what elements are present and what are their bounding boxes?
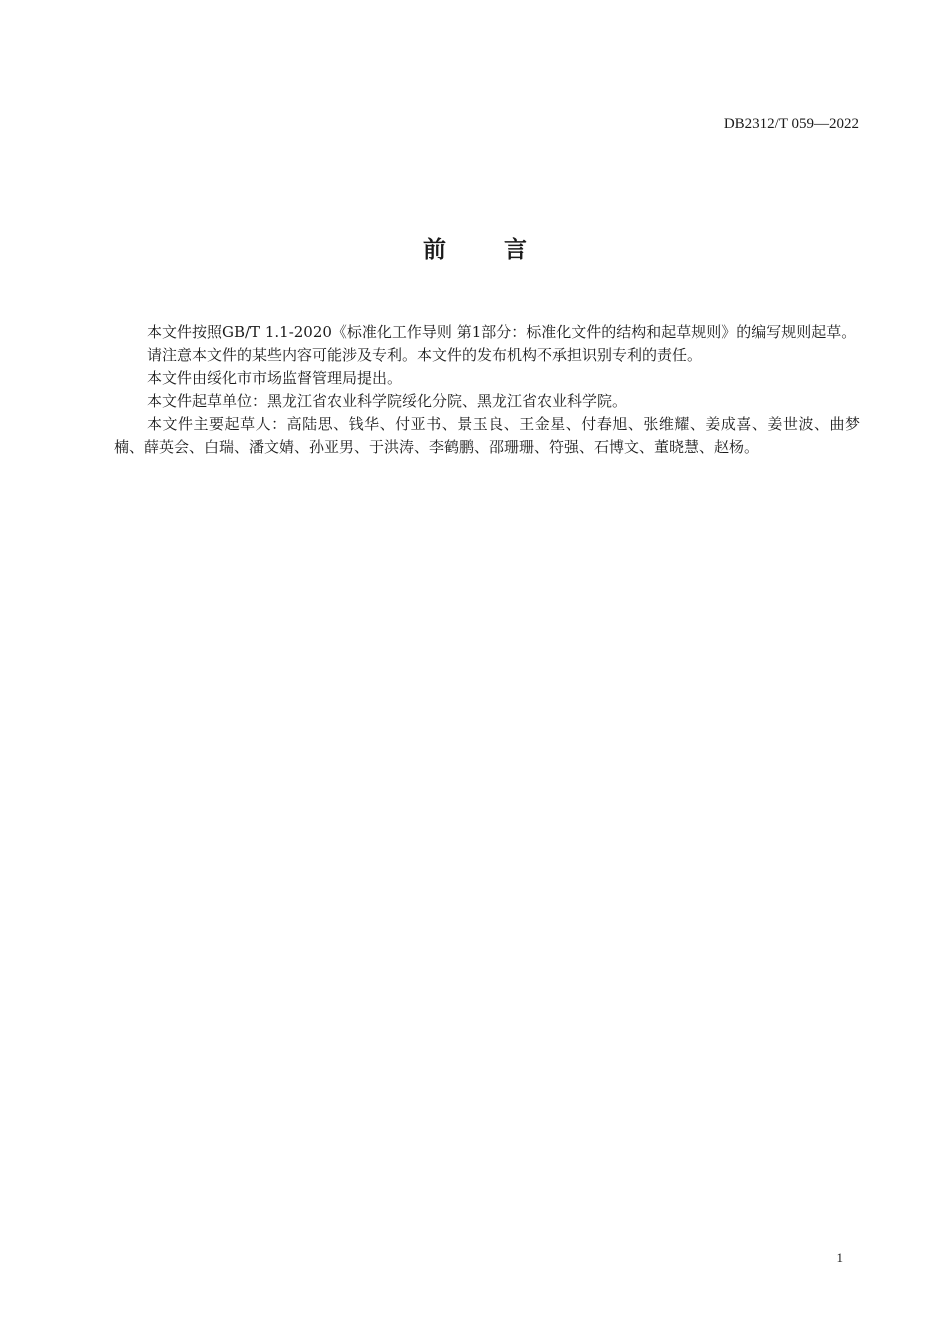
paragraph-proposer: 本文件由绥化市市场监督管理局提出。	[147, 369, 403, 387]
paragraph-drafters: 本文件主要起草人：高陆思、钱华、付亚书、景玉良、王金星、付春旭、张维耀、姜成喜、姜世波、曲梦楠、薛英会、白瑞、潘文婧、孙亚男、于洪涛、李鹤鹏、邵珊珊、符强、石博文、董晓慧、赵杨。	[114, 415, 860, 456]
paragraph-patent-notice: 请注意本文件的某些内容可能涉及专利。本文件的发布机构不承担识别专利的责任。	[147, 346, 703, 364]
page-number: 1	[836, 1250, 843, 1265]
page-title: 前言	[423, 237, 585, 263]
paragraph-drafting-units: 本文件起草单位：黑龙江省农业科学院绥化分院、黑龙江省农业科学院。	[147, 392, 628, 410]
paragraph-drafting-rules: 本文件按照GB/T 1.1-2020《标准化工作导则 第1部分：标准化文件的结构和起草规则》的编写规则起草。	[147, 323, 857, 341]
document-code: DB2312/T 059—2022	[723, 116, 859, 132]
preface-body	[114, 321, 860, 459]
